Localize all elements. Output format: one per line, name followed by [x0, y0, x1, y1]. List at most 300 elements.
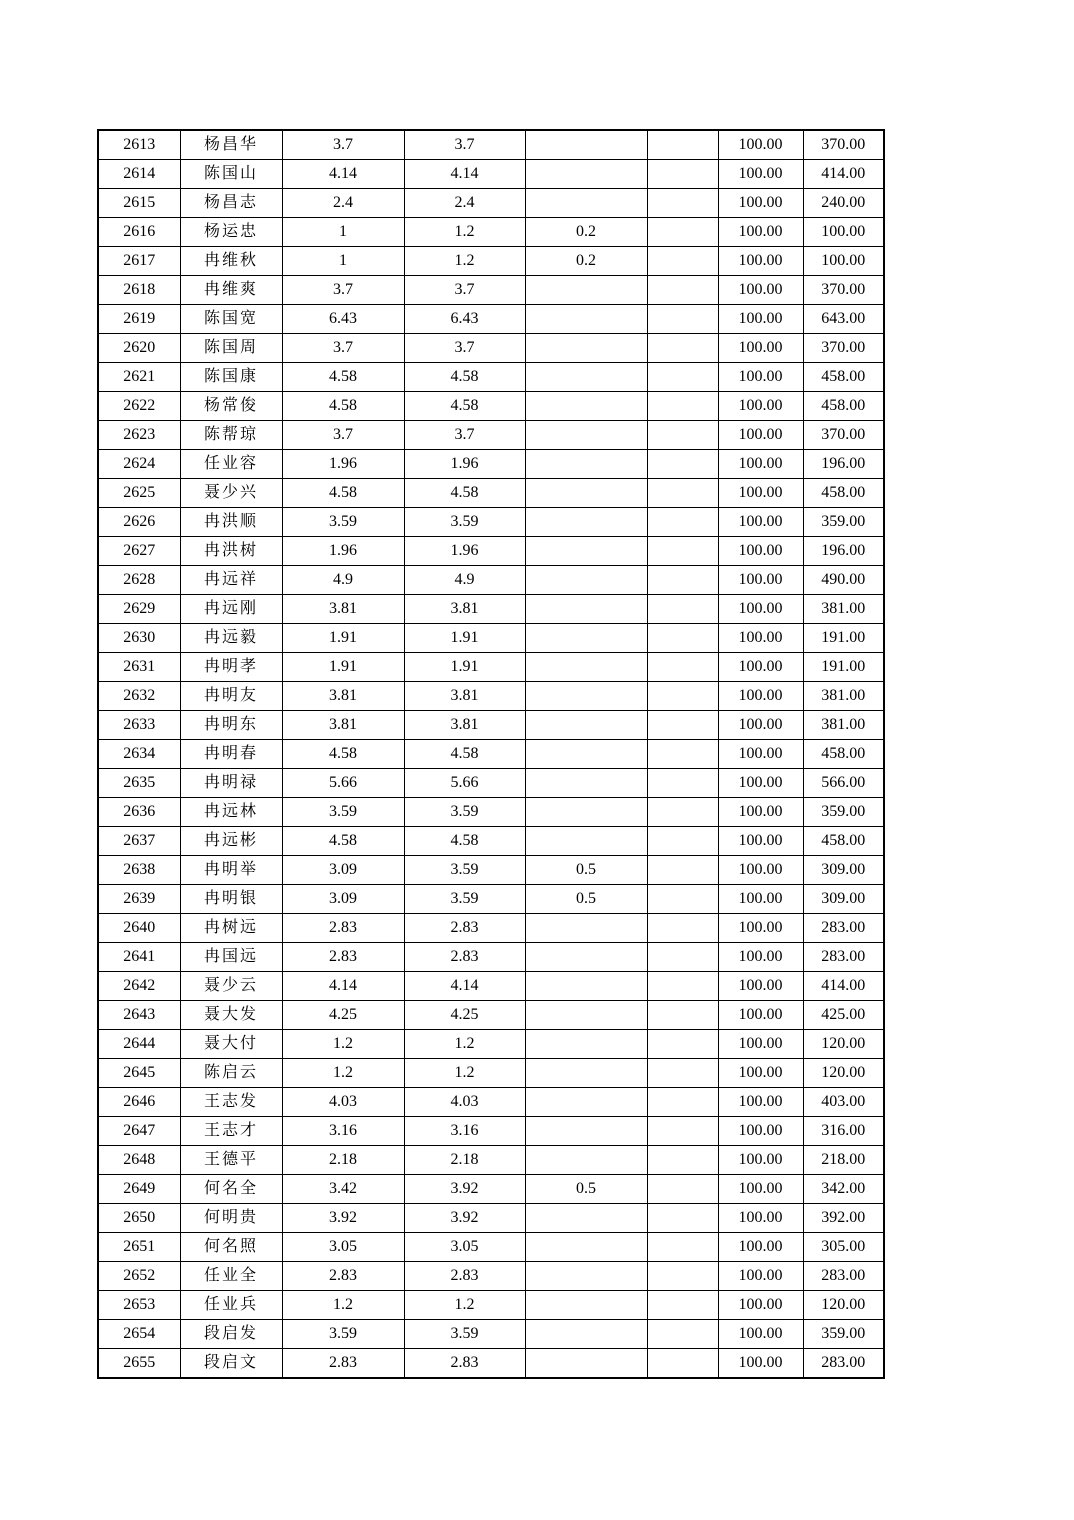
amount-cell: 240.00 — [803, 189, 884, 218]
blank-cell — [647, 450, 718, 479]
rate-cell: 100.00 — [718, 1059, 803, 1088]
difference-cell — [525, 130, 647, 160]
blank-cell — [647, 740, 718, 769]
row-number-cell: 2621 — [98, 363, 180, 392]
rate-cell: 100.00 — [718, 508, 803, 537]
row-number-cell: 2637 — [98, 827, 180, 856]
row-number-cell: 2635 — [98, 769, 180, 798]
blank-cell — [647, 508, 718, 537]
area-cell: 3.81 — [282, 595, 404, 624]
table-row — [98, 218, 884, 247]
name-cell: 冉洪顺 — [180, 508, 282, 537]
measured-area-cell: 4.58 — [404, 392, 525, 421]
row-number-cell: 2651 — [98, 1233, 180, 1262]
table-row — [98, 1146, 884, 1175]
area-cell: 4.9 — [282, 566, 404, 595]
area-cell: 6.43 — [282, 305, 404, 334]
amount-cell: 283.00 — [803, 914, 884, 943]
blank-cell — [647, 1204, 718, 1233]
blank-cell — [647, 1349, 718, 1379]
measured-area-cell: 5.66 — [404, 769, 525, 798]
area-cell: 3.42 — [282, 1175, 404, 1204]
rate-cell: 100.00 — [718, 972, 803, 1001]
name-cell: 王志才 — [180, 1117, 282, 1146]
name-cell: 何明贵 — [180, 1204, 282, 1233]
amount-cell: 458.00 — [803, 479, 884, 508]
blank-cell — [647, 1233, 718, 1262]
area-cell: 3.16 — [282, 1117, 404, 1146]
table-row — [98, 769, 884, 798]
difference-cell — [525, 421, 647, 450]
measured-area-cell: 1.96 — [404, 537, 525, 566]
name-cell: 冉明举 — [180, 856, 282, 885]
table-row — [98, 827, 884, 856]
amount-cell: 283.00 — [803, 943, 884, 972]
measured-area-cell: 3.16 — [404, 1117, 525, 1146]
data-table — [97, 129, 885, 1379]
difference-cell — [525, 508, 647, 537]
blank-cell — [647, 218, 718, 247]
rate-cell: 100.00 — [718, 392, 803, 421]
difference-cell: 0.2 — [525, 218, 647, 247]
row-number-cell: 2617 — [98, 247, 180, 276]
row-number-cell: 2618 — [98, 276, 180, 305]
difference-cell — [525, 972, 647, 1001]
difference-cell — [525, 624, 647, 653]
rate-cell: 100.00 — [718, 769, 803, 798]
name-cell: 聂少云 — [180, 972, 282, 1001]
name-cell: 冉洪树 — [180, 537, 282, 566]
amount-cell: 370.00 — [803, 130, 884, 160]
measured-area-cell: 3.59 — [404, 508, 525, 537]
table-row — [98, 479, 884, 508]
difference-cell: 0.5 — [525, 856, 647, 885]
rate-cell: 100.00 — [718, 421, 803, 450]
blank-cell — [647, 769, 718, 798]
table-row — [98, 1349, 884, 1379]
measured-area-cell: 4.58 — [404, 827, 525, 856]
name-cell: 王志发 — [180, 1088, 282, 1117]
measured-area-cell: 4.14 — [404, 972, 525, 1001]
rate-cell: 100.00 — [718, 1030, 803, 1059]
name-cell: 陈启云 — [180, 1059, 282, 1088]
row-number-cell: 2652 — [98, 1262, 180, 1291]
difference-cell — [525, 1233, 647, 1262]
name-cell: 冉远祥 — [180, 566, 282, 595]
row-number-cell: 2620 — [98, 334, 180, 363]
name-cell: 何名全 — [180, 1175, 282, 1204]
area-cell: 4.14 — [282, 972, 404, 1001]
blank-cell — [647, 1320, 718, 1349]
blank-cell — [647, 160, 718, 189]
difference-cell — [525, 276, 647, 305]
area-cell: 2.83 — [282, 914, 404, 943]
table-row — [98, 450, 884, 479]
blank-cell — [647, 392, 718, 421]
name-cell: 段启文 — [180, 1349, 282, 1379]
table-row — [98, 537, 884, 566]
amount-cell: 191.00 — [803, 624, 884, 653]
measured-area-cell: 1.2 — [404, 218, 525, 247]
difference-cell — [525, 566, 647, 595]
name-cell: 冉明银 — [180, 885, 282, 914]
area-cell: 3.7 — [282, 334, 404, 363]
amount-cell: 120.00 — [803, 1030, 884, 1059]
row-number-cell: 2634 — [98, 740, 180, 769]
blank-cell — [647, 1059, 718, 1088]
rate-cell: 100.00 — [718, 1088, 803, 1117]
difference-cell — [525, 1030, 647, 1059]
row-number-cell: 2655 — [98, 1349, 180, 1379]
blank-cell — [647, 334, 718, 363]
row-number-cell: 2616 — [98, 218, 180, 247]
name-cell: 冉树远 — [180, 914, 282, 943]
area-cell: 1.91 — [282, 624, 404, 653]
row-number-cell: 2625 — [98, 479, 180, 508]
difference-cell — [525, 392, 647, 421]
amount-cell: 359.00 — [803, 798, 884, 827]
rate-cell: 100.00 — [718, 943, 803, 972]
row-number-cell: 2644 — [98, 1030, 180, 1059]
table-row — [98, 508, 884, 537]
name-cell: 陈帮琼 — [180, 421, 282, 450]
amount-cell: 458.00 — [803, 392, 884, 421]
difference-cell — [525, 711, 647, 740]
row-number-cell: 2653 — [98, 1291, 180, 1320]
table-row — [98, 798, 884, 827]
rate-cell: 100.00 — [718, 653, 803, 682]
blank-cell — [647, 595, 718, 624]
row-number-cell: 2648 — [98, 1146, 180, 1175]
blank-cell — [647, 421, 718, 450]
rate-cell: 100.00 — [718, 1117, 803, 1146]
measured-area-cell: 3.92 — [404, 1175, 525, 1204]
rate-cell: 100.00 — [718, 1233, 803, 1262]
row-number-cell: 2630 — [98, 624, 180, 653]
blank-cell — [647, 914, 718, 943]
table-row — [98, 160, 884, 189]
difference-cell: 0.5 — [525, 885, 647, 914]
amount-cell: 316.00 — [803, 1117, 884, 1146]
amount-cell: 458.00 — [803, 827, 884, 856]
measured-area-cell: 1.91 — [404, 653, 525, 682]
blank-cell — [647, 276, 718, 305]
difference-cell — [525, 595, 647, 624]
area-cell: 3.7 — [282, 421, 404, 450]
name-cell: 冉远毅 — [180, 624, 282, 653]
difference-cell — [525, 189, 647, 218]
amount-cell: 283.00 — [803, 1262, 884, 1291]
row-number-cell: 2622 — [98, 392, 180, 421]
amount-cell: 191.00 — [803, 653, 884, 682]
rate-cell: 100.00 — [718, 305, 803, 334]
table-row — [98, 276, 884, 305]
area-cell: 2.83 — [282, 1349, 404, 1379]
amount-cell: 100.00 — [803, 218, 884, 247]
rate-cell: 100.00 — [718, 130, 803, 160]
row-number-cell: 2647 — [98, 1117, 180, 1146]
amount-cell: 305.00 — [803, 1233, 884, 1262]
area-cell: 2.83 — [282, 943, 404, 972]
table-row — [98, 972, 884, 1001]
area-cell: 1.2 — [282, 1059, 404, 1088]
rate-cell: 100.00 — [718, 537, 803, 566]
table-row — [98, 1320, 884, 1349]
table-row — [98, 392, 884, 421]
row-number-cell: 2636 — [98, 798, 180, 827]
difference-cell — [525, 682, 647, 711]
difference-cell: 0.2 — [525, 247, 647, 276]
rate-cell: 100.00 — [718, 885, 803, 914]
name-cell: 冉远彬 — [180, 827, 282, 856]
rate-cell: 100.00 — [718, 682, 803, 711]
rate-cell: 100.00 — [718, 189, 803, 218]
amount-cell: 403.00 — [803, 1088, 884, 1117]
name-cell: 冉明孝 — [180, 653, 282, 682]
measured-area-cell: 4.03 — [404, 1088, 525, 1117]
name-cell: 段启发 — [180, 1320, 282, 1349]
area-cell: 4.58 — [282, 827, 404, 856]
area-cell: 3.81 — [282, 682, 404, 711]
table-row — [98, 1030, 884, 1059]
row-number-cell: 2641 — [98, 943, 180, 972]
difference-cell — [525, 740, 647, 769]
table-row — [98, 1262, 884, 1291]
measured-area-cell: 6.43 — [404, 305, 525, 334]
row-number-cell: 2627 — [98, 537, 180, 566]
rate-cell: 100.00 — [718, 1001, 803, 1030]
rate-cell: 100.00 — [718, 740, 803, 769]
measured-area-cell: 1.91 — [404, 624, 525, 653]
table-row — [98, 914, 884, 943]
name-cell: 冉维秋 — [180, 247, 282, 276]
difference-cell — [525, 305, 647, 334]
table-row — [98, 247, 884, 276]
table-row — [98, 1233, 884, 1262]
blank-cell — [647, 827, 718, 856]
measured-area-cell: 4.58 — [404, 740, 525, 769]
measured-area-cell: 4.9 — [404, 566, 525, 595]
row-number-cell: 2614 — [98, 160, 180, 189]
rate-cell: 100.00 — [718, 247, 803, 276]
table-row — [98, 305, 884, 334]
area-cell: 4.58 — [282, 363, 404, 392]
area-cell: 3.05 — [282, 1233, 404, 1262]
rate-cell: 100.00 — [718, 1320, 803, 1349]
row-number-cell: 2646 — [98, 1088, 180, 1117]
blank-cell — [647, 1291, 718, 1320]
blank-cell — [647, 972, 718, 1001]
row-number-cell: 2640 — [98, 914, 180, 943]
measured-area-cell: 1.96 — [404, 450, 525, 479]
difference-cell — [525, 914, 647, 943]
blank-cell — [647, 1262, 718, 1291]
difference-cell — [525, 1088, 647, 1117]
area-cell: 2.18 — [282, 1146, 404, 1175]
rate-cell: 100.00 — [718, 450, 803, 479]
amount-cell: 458.00 — [803, 740, 884, 769]
measured-area-cell: 1.2 — [404, 247, 525, 276]
area-cell: 3.09 — [282, 885, 404, 914]
blank-cell — [647, 479, 718, 508]
rate-cell: 100.00 — [718, 218, 803, 247]
amount-cell: 120.00 — [803, 1291, 884, 1320]
measured-area-cell: 2.83 — [404, 1262, 525, 1291]
row-number-cell: 2613 — [98, 130, 180, 160]
rate-cell: 100.00 — [718, 334, 803, 363]
name-cell: 陈国周 — [180, 334, 282, 363]
measured-area-cell: 4.14 — [404, 160, 525, 189]
row-number-cell: 2639 — [98, 885, 180, 914]
name-cell: 杨昌志 — [180, 189, 282, 218]
name-cell: 聂大发 — [180, 1001, 282, 1030]
amount-cell: 425.00 — [803, 1001, 884, 1030]
rate-cell: 100.00 — [718, 595, 803, 624]
row-number-cell: 2629 — [98, 595, 180, 624]
rate-cell: 100.00 — [718, 160, 803, 189]
table-row — [98, 943, 884, 972]
table-row — [98, 1088, 884, 1117]
difference-cell — [525, 1262, 647, 1291]
rate-cell: 100.00 — [718, 1262, 803, 1291]
row-number-cell: 2649 — [98, 1175, 180, 1204]
rate-cell: 100.00 — [718, 1175, 803, 1204]
table-row — [98, 363, 884, 392]
row-number-cell: 2654 — [98, 1320, 180, 1349]
blank-cell — [647, 682, 718, 711]
amount-cell: 370.00 — [803, 276, 884, 305]
measured-area-cell: 3.59 — [404, 798, 525, 827]
table-row — [98, 595, 884, 624]
blank-cell — [647, 1030, 718, 1059]
difference-cell — [525, 653, 647, 682]
row-number-cell: 2650 — [98, 1204, 180, 1233]
amount-cell: 370.00 — [803, 421, 884, 450]
row-number-cell: 2623 — [98, 421, 180, 450]
measured-area-cell: 3.59 — [404, 1320, 525, 1349]
name-cell: 冉明东 — [180, 711, 282, 740]
row-number-cell: 2619 — [98, 305, 180, 334]
amount-cell: 381.00 — [803, 595, 884, 624]
amount-cell: 359.00 — [803, 1320, 884, 1349]
name-cell: 聂大付 — [180, 1030, 282, 1059]
measured-area-cell: 3.05 — [404, 1233, 525, 1262]
area-cell: 4.58 — [282, 740, 404, 769]
amount-cell: 342.00 — [803, 1175, 884, 1204]
difference-cell — [525, 537, 647, 566]
measured-area-cell: 1.2 — [404, 1030, 525, 1059]
table-row — [98, 1001, 884, 1030]
blank-cell — [647, 566, 718, 595]
amount-cell: 414.00 — [803, 972, 884, 1001]
rate-cell: 100.00 — [718, 798, 803, 827]
name-cell: 聂少兴 — [180, 479, 282, 508]
area-cell: 3.92 — [282, 1204, 404, 1233]
area-cell: 3.59 — [282, 1320, 404, 1349]
amount-cell: 370.00 — [803, 334, 884, 363]
name-cell: 陈国宽 — [180, 305, 282, 334]
blank-cell — [647, 1088, 718, 1117]
measured-area-cell: 1.2 — [404, 1291, 525, 1320]
measured-area-cell: 3.92 — [404, 1204, 525, 1233]
blank-cell — [647, 247, 718, 276]
measured-area-cell: 2.83 — [404, 1349, 525, 1379]
amount-cell: 196.00 — [803, 537, 884, 566]
table-row — [98, 1059, 884, 1088]
measured-area-cell: 4.25 — [404, 1001, 525, 1030]
name-cell: 冉远刚 — [180, 595, 282, 624]
name-cell: 杨昌华 — [180, 130, 282, 160]
amount-cell: 490.00 — [803, 566, 884, 595]
difference-cell — [525, 1320, 647, 1349]
measured-area-cell: 3.7 — [404, 334, 525, 363]
blank-cell — [647, 1117, 718, 1146]
area-cell: 3.7 — [282, 130, 404, 160]
row-number-cell: 2628 — [98, 566, 180, 595]
rate-cell: 100.00 — [718, 856, 803, 885]
rate-cell: 100.00 — [718, 711, 803, 740]
difference-cell — [525, 363, 647, 392]
area-cell: 3.7 — [282, 276, 404, 305]
measured-area-cell: 3.81 — [404, 711, 525, 740]
table-row — [98, 1117, 884, 1146]
measured-area-cell: 3.7 — [404, 276, 525, 305]
row-number-cell: 2645 — [98, 1059, 180, 1088]
rate-cell: 100.00 — [718, 827, 803, 856]
row-number-cell: 2638 — [98, 856, 180, 885]
area-cell: 4.58 — [282, 479, 404, 508]
rate-cell: 100.00 — [718, 1291, 803, 1320]
row-number-cell: 2633 — [98, 711, 180, 740]
difference-cell — [525, 479, 647, 508]
blank-cell — [647, 885, 718, 914]
name-cell: 陈国山 — [180, 160, 282, 189]
measured-area-cell: 4.58 — [404, 479, 525, 508]
blank-cell — [647, 189, 718, 218]
measured-area-cell: 3.7 — [404, 130, 525, 160]
table-row — [98, 653, 884, 682]
area-cell: 1.96 — [282, 537, 404, 566]
blank-cell — [647, 856, 718, 885]
blank-cell — [647, 943, 718, 972]
area-cell: 2.4 — [282, 189, 404, 218]
row-number-cell: 2642 — [98, 972, 180, 1001]
difference-cell — [525, 450, 647, 479]
area-cell: 4.58 — [282, 392, 404, 421]
blank-cell — [647, 1001, 718, 1030]
amount-cell: 309.00 — [803, 885, 884, 914]
name-cell: 冉国远 — [180, 943, 282, 972]
name-cell: 冉远林 — [180, 798, 282, 827]
amount-cell: 414.00 — [803, 160, 884, 189]
table-row — [98, 1204, 884, 1233]
rate-cell: 100.00 — [718, 624, 803, 653]
measured-area-cell: 2.18 — [404, 1146, 525, 1175]
area-cell: 3.09 — [282, 856, 404, 885]
area-cell: 3.81 — [282, 711, 404, 740]
amount-cell: 100.00 — [803, 247, 884, 276]
table-row — [98, 682, 884, 711]
name-cell: 冉维爽 — [180, 276, 282, 305]
blank-cell — [647, 624, 718, 653]
difference-cell — [525, 769, 647, 798]
row-number-cell: 2624 — [98, 450, 180, 479]
amount-cell: 283.00 — [803, 1349, 884, 1379]
blank-cell — [647, 1146, 718, 1175]
difference-cell — [525, 1291, 647, 1320]
table-row — [98, 624, 884, 653]
difference-cell — [525, 1059, 647, 1088]
